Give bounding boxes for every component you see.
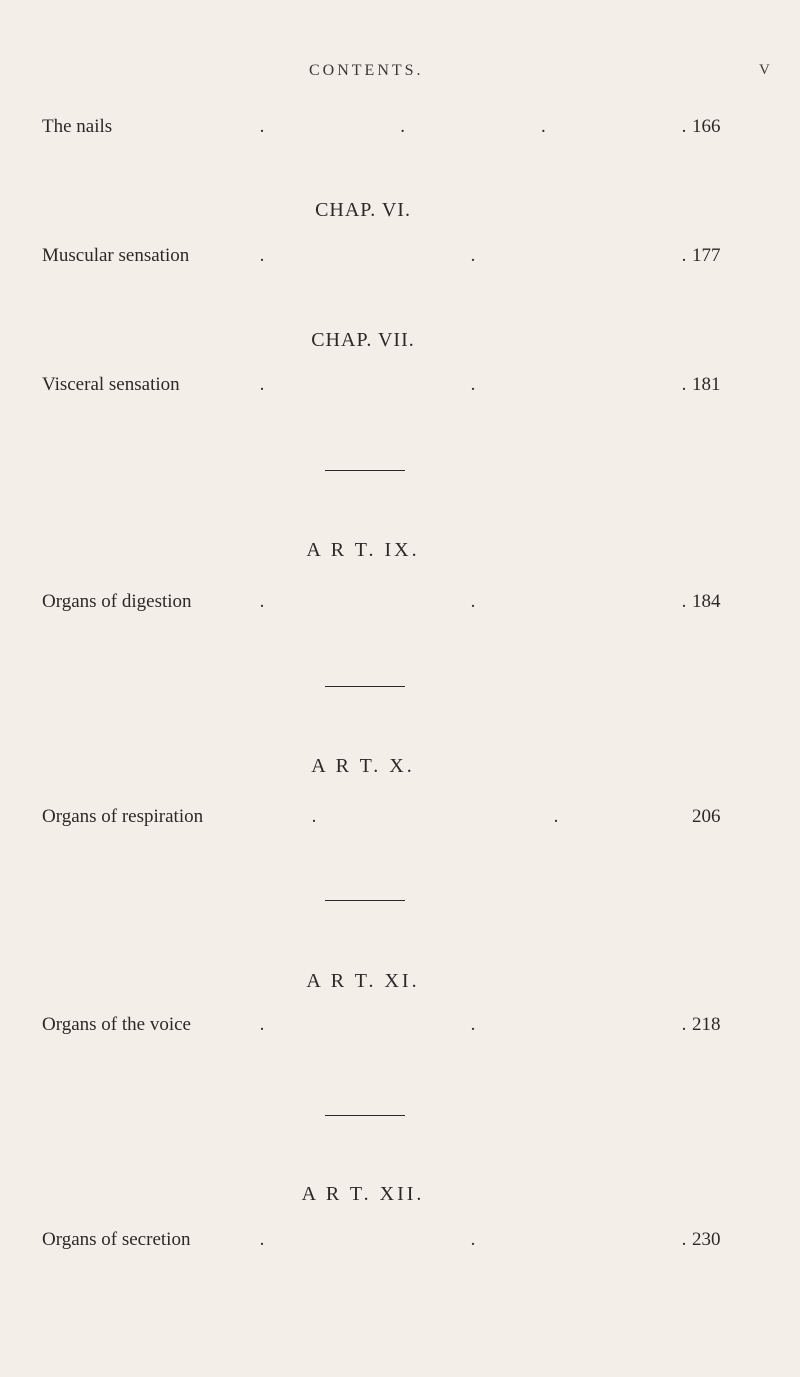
toc-entry-page: 166 xyxy=(692,116,721,137)
dot-leaders: . . . . xyxy=(259,116,687,137)
dot-leaders: . . xyxy=(311,806,559,827)
dot-leaders: . . . xyxy=(259,374,687,395)
toc-entry-label: Muscular sensation xyxy=(42,245,190,266)
dot-leaders: . . . xyxy=(259,245,687,266)
dot-leaders: . . . xyxy=(259,591,687,612)
article-heading: A R T. X. xyxy=(311,755,415,777)
section-divider xyxy=(325,900,405,901)
toc-entry-label: Organs of respiration xyxy=(42,806,204,827)
toc-entry-label: The nails xyxy=(42,116,113,137)
toc-entry-page: 206 xyxy=(692,806,721,827)
toc-entry-label: Visceral sensation xyxy=(42,374,180,395)
section-divider xyxy=(325,470,405,471)
running-header-page-number: V xyxy=(759,62,770,78)
article-heading: A R T. IX. xyxy=(306,539,420,561)
toc-entry-page: 177 xyxy=(692,245,721,266)
article-heading: A R T. XI. xyxy=(306,970,420,992)
section-divider xyxy=(325,1115,405,1116)
toc-entry-page: 184 xyxy=(692,591,721,612)
toc-entry-page: 230 xyxy=(692,1229,721,1250)
chapter-heading: CHAP. VI. xyxy=(315,199,411,221)
dot-leaders: . . . xyxy=(259,1014,687,1035)
section-divider xyxy=(325,686,405,687)
chapter-heading: CHAP. VII. xyxy=(311,329,415,351)
toc-entry-label: Organs of secretion xyxy=(42,1229,191,1250)
toc-entry-label: Organs of the voice xyxy=(42,1014,191,1035)
toc-entry-page: 181 xyxy=(692,374,721,395)
article-heading: A R T. XII. xyxy=(301,1183,425,1205)
toc-entry-page: 218 xyxy=(692,1014,721,1035)
toc-entry-label: Organs of digestion xyxy=(42,591,192,612)
running-header-title: CONTENTS. xyxy=(309,62,424,79)
dot-leaders: . . . xyxy=(259,1229,687,1250)
